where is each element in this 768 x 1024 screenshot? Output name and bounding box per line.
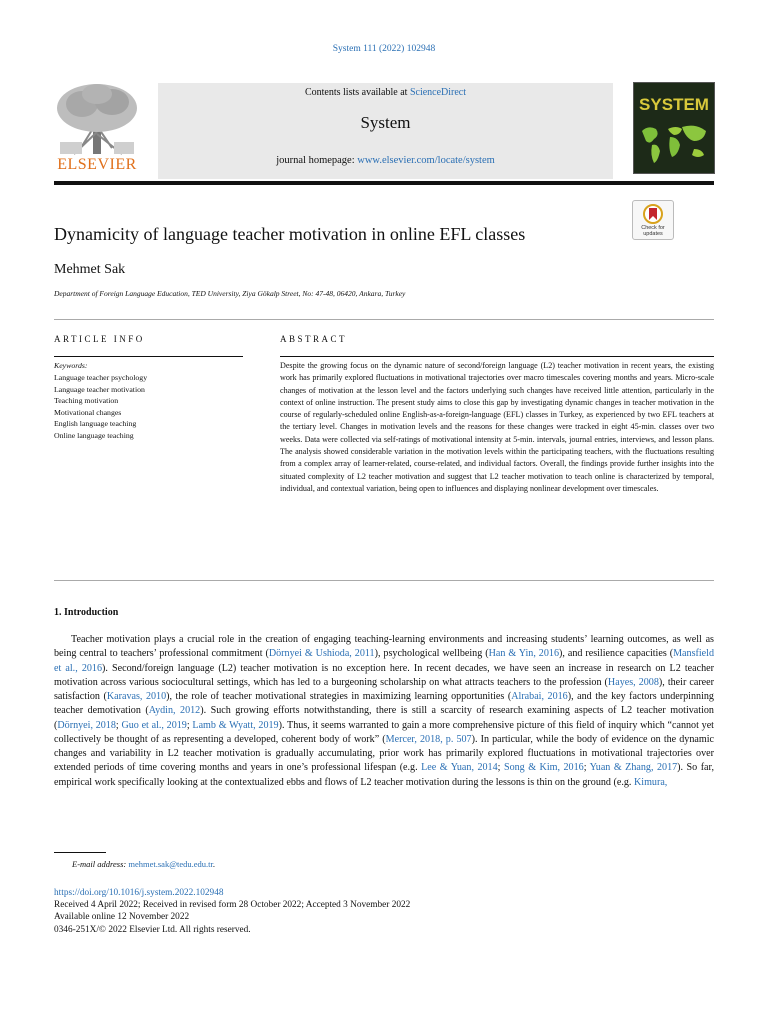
keyword-item: English language teaching: [54, 419, 137, 429]
citation-link[interactable]: Mansfield et al., 2016: [54, 648, 715, 674]
citation-link[interactable]: Yuan & Zhang, 2017: [589, 762, 678, 774]
intro-text-segment: ). In particular, while the body of evidence on the dynamic changes and variability in L2 teacher motivation is gradually accumulating, prior work has primarily explored fluctuations in motivational trajectories over extended periods of time covering months and years in one’s professional lifespan (e.g.: [54, 733, 714, 774]
citation-link[interactable]: Alrabai, 2016: [511, 691, 568, 702]
citation-link[interactable]: Kimura,: [633, 776, 668, 788]
journal-name: System: [360, 113, 411, 132]
world-map-icon: [638, 121, 710, 165]
intro-text-segment: ;: [186, 719, 193, 731]
keyword-item: Online language teaching: [54, 430, 134, 440]
journal-homepage-link[interactable]: www.elsevier.com/locate/system: [357, 155, 495, 166]
sciencedirect-link[interactable]: ScienceDirect: [409, 87, 467, 98]
author-affiliation: Department of Foreign Language Education, TED University, Ziya Gökalp Street, No: 47-48, 06420, Ankara, Turkey: [54, 289, 406, 298]
intro-text-segment: ). So far, empirical work specifically looking at the contextualized ebbs and flows of L2 teacher motivation during the lessons is thin on the ground (e.g.: [54, 762, 715, 788]
intro-text-segment: ). Second/foreign language (L2) teacher motivation is no exception here. In recent decades, we have seen an increase in research on L2 teacher motivation across various sociocultural settings, which has led to a burgeoning scholarship on what attracts teachers to the profession (: [54, 662, 714, 688]
citation-link[interactable]: Guo et al., 2019: [121, 719, 187, 731]
check-for-updates-label: [633, 225, 673, 237]
keyword-item: Motivational changes: [54, 407, 122, 417]
citation-link[interactable]: Dörnyei & Ushioda, 2011: [268, 648, 375, 660]
intro-text-segment: ), their career satisfaction (: [54, 676, 715, 702]
paper-title: Dynamicity of language teacher motivation in online EFL classes: [54, 224, 526, 244]
article-info-heading: ARTICLE INFO: [54, 334, 145, 344]
abstract-heading: ABSTRACT: [280, 334, 348, 344]
contents-prefix: Contents lists available at: [304, 87, 410, 98]
check-for-updates-button[interactable]: [632, 200, 674, 240]
intro-text-segment: ), and resilience capacities (: [559, 648, 674, 660]
elsevier-wordmark: ELSEVIER: [57, 156, 137, 173]
citation-link[interactable]: Mercer, 2018, p. 507: [385, 733, 472, 745]
journal-homepage-line: [158, 155, 613, 166]
email-footnote: [72, 859, 215, 869]
keywords-label: Keywords:: [54, 361, 88, 370]
contents-available-line: [158, 87, 613, 98]
keyword-list: [54, 372, 243, 442]
intro-text-segment: ), psychological wellbeing (: [374, 648, 489, 660]
email-label: E-mail address:: [72, 859, 127, 869]
cover-title: SYSTEM: [639, 95, 709, 114]
homepage-prefix: journal homepage:: [276, 155, 358, 166]
citation-link[interactable]: Aydin, 2012: [148, 705, 201, 717]
keyword-item: Language teacher psychology: [54, 373, 148, 382]
journal-cover[interactable]: [633, 82, 715, 174]
author-name: Mehmet Sak: [54, 262, 126, 277]
intro-text-segment: Teacher motivation plays a crucial role in the creation of engaging teaching-learning environments and increasing students’ learning outcomes, as well as being central to teachers’ professional commitment (: [54, 634, 714, 660]
bookmark-icon: [643, 204, 663, 224]
citation-link[interactable]: Han & Yin, 2016: [488, 648, 559, 660]
citation-link[interactable]: Dörnyei, 2018: [57, 719, 116, 731]
citation-link[interactable]: Lamb & Wyatt, 2019: [192, 719, 279, 731]
article-info-rule: [54, 356, 243, 357]
article-footer: [54, 887, 714, 936]
journal-banner: [158, 83, 613, 179]
keyword-item: Teaching motivation: [54, 396, 119, 406]
abstract-text: Despite the growing focus on the dynamic nature of second/foreign language (L2) teacher motivation in recent years, the existing work has primarily explored fluctuations in motivational trajectories over macro timescales covering months and years. Micro-scale changes of motivation at the lesson level and the factors underlying such changes have received little attention, particularly in the context of online instruction. The present study aims to close this gap by investigating dynamic changes in teacher motivation in the course of regularly-scheduled online English-as-a-foreign-language (EFL) classes in Turkey, as experienced by two EFL teachers at the tertiary level. Changes in motivation levels and the reasons for these changes were tracked in eight 45-min. classes over two weeks. Data were collected via self-ratings of motivational intensity at 5-min. intervals, journal entries, interviews, and lesson plans. The analysis showed considerable variation in the motivation levels within the participating teachers, with the fluctuations resulting from a complex array of learner-related, course-related, and individual factors. Overall, the findings provide further insights into the situated complexity of L2 teacher motivation and suggest that L2 teacher motivation to teach online is characterized by temporal, individual, and contextual variation, being open to influences and displaying nonlinear development over timescales.: [280, 361, 714, 493]
introduction-paragraph: [54, 633, 714, 790]
citation-link[interactable]: Song & Kim, 2016: [503, 762, 584, 774]
section-rule: [54, 319, 714, 320]
section-rule: [54, 580, 714, 581]
intro-text-segment: ). Such growing efforts notwithstanding, there is still a scarcity of research examining aspects of L2 teacher motivation (: [54, 705, 714, 731]
intro-text-segment: ). Thus, it seems warranted to gain a more comprehensive picture of this field of inquiry which “cannot yet collectively be thought of as representing a developed, coherent body of work” (: [54, 719, 714, 745]
citation-link[interactable]: Lee & Yuan, 2014: [421, 762, 498, 774]
intro-text-segment: ;: [115, 719, 122, 731]
copyright-notice: 0346-251X/© 2022 Elsevier Ltd. All rights reserved.: [54, 924, 251, 935]
author-email-link[interactable]: mehmet.sak@tedu.edu.tr: [128, 859, 213, 869]
header-rule: [54, 181, 714, 185]
check-label-line1: Check for: [641, 225, 665, 231]
abstract-rule: [280, 356, 714, 357]
intro-text-segment: ), and the key factors underpinning teacher demotivation (: [54, 691, 714, 717]
keyword-item: Language teacher motivation: [54, 384, 145, 394]
received-dates: Received 4 April 2022; Received in revised form 28 October 2022; Accepted 3 November 2022: [54, 900, 411, 911]
journal-citation[interactable]: System 111 (2022) 102948: [332, 44, 436, 54]
doi-link[interactable]: https://doi.org/10.1016/j.system.2022.102948: [54, 888, 224, 898]
citation-link[interactable]: Karavas, 2010: [106, 691, 167, 702]
intro-text-segment: ;: [583, 762, 590, 774]
citation-link[interactable]: Hayes, 2008: [607, 676, 659, 688]
introduction-heading: 1. Introduction: [54, 607, 119, 618]
intro-text-segment: ), the role of teacher motivational strategies in maximizing learning opportunities (: [166, 691, 512, 702]
footnote-rule: [54, 852, 106, 853]
check-label-line2: updates: [643, 231, 663, 237]
email-suffix: .: [212, 859, 216, 869]
available-online-date: Available online 12 November 2022: [54, 912, 190, 923]
intro-text-segment: ;: [497, 762, 504, 774]
